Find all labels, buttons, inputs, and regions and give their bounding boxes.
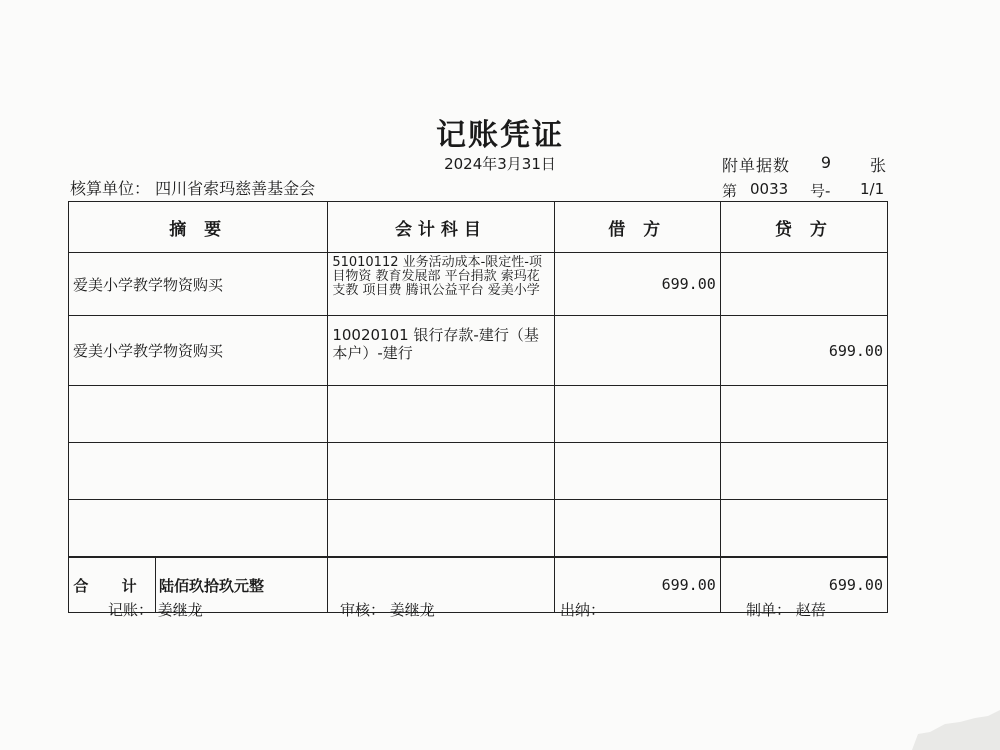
- header-summary: 摘 要: [69, 202, 328, 253]
- voucher-date: 2024年3月31日: [444, 155, 556, 173]
- bookkeeper: 记账： 姜继龙: [108, 601, 203, 619]
- total-label: 合 计: [69, 558, 156, 612]
- header-debit: 借 方: [554, 202, 720, 253]
- empty-row: [69, 443, 888, 500]
- preparer: 制单： 赵蓓: [746, 601, 826, 619]
- cashier: 出纳：: [560, 601, 606, 619]
- attachment-count: [722, 153, 887, 176]
- total-credit: 699.00: [720, 557, 887, 613]
- voucher-number-value: 0033: [750, 180, 789, 198]
- empty-row: [69, 500, 888, 558]
- total-debit: 699.00: [554, 557, 720, 613]
- empty-row: [69, 386, 888, 443]
- row-debit: 699.00: [554, 253, 720, 316]
- voucher-table: [68, 201, 888, 613]
- table-row: [69, 253, 888, 316]
- voucher-number-suffix: 号-: [810, 182, 831, 200]
- row-summary: 爱美小学教学物资购买: [69, 253, 328, 316]
- attachment-label: 附单据数: [722, 156, 791, 175]
- row-credit: 699.00: [720, 316, 887, 386]
- header-account: 会计科目: [328, 202, 554, 253]
- header-credit: 贷 方: [720, 202, 887, 253]
- header-row: [69, 202, 888, 253]
- row-credit: [720, 253, 887, 316]
- attachment-number: 9: [820, 153, 832, 172]
- torn-corner: [900, 710, 1000, 750]
- row-summary: 爱美小学教学物资购买: [69, 316, 328, 386]
- accounting-unit: 核算单位： 四川省索玛慈善基金会: [70, 179, 316, 198]
- attachment-unit: 张: [870, 156, 887, 175]
- reviewer: 审核： 姜继龙: [340, 601, 435, 619]
- row-debit: [554, 316, 720, 386]
- voucher-number-prefix: 第: [722, 182, 738, 200]
- voucher-title: 记账凭证: [436, 118, 564, 153]
- row-account: 10020101 银行存款-建行（基本户）-建行: [328, 316, 554, 386]
- total-amount-words: 陆佰玖拾玖元整: [159, 576, 265, 595]
- voucher-page: 1/1: [860, 180, 885, 198]
- table-row: [69, 316, 888, 386]
- row-account: 51010112 业务活动成本-限定性-项目物资 教育发展部 平台捐款 索玛花支教 项目费 腾讯公益平台 爱美小学: [328, 253, 554, 316]
